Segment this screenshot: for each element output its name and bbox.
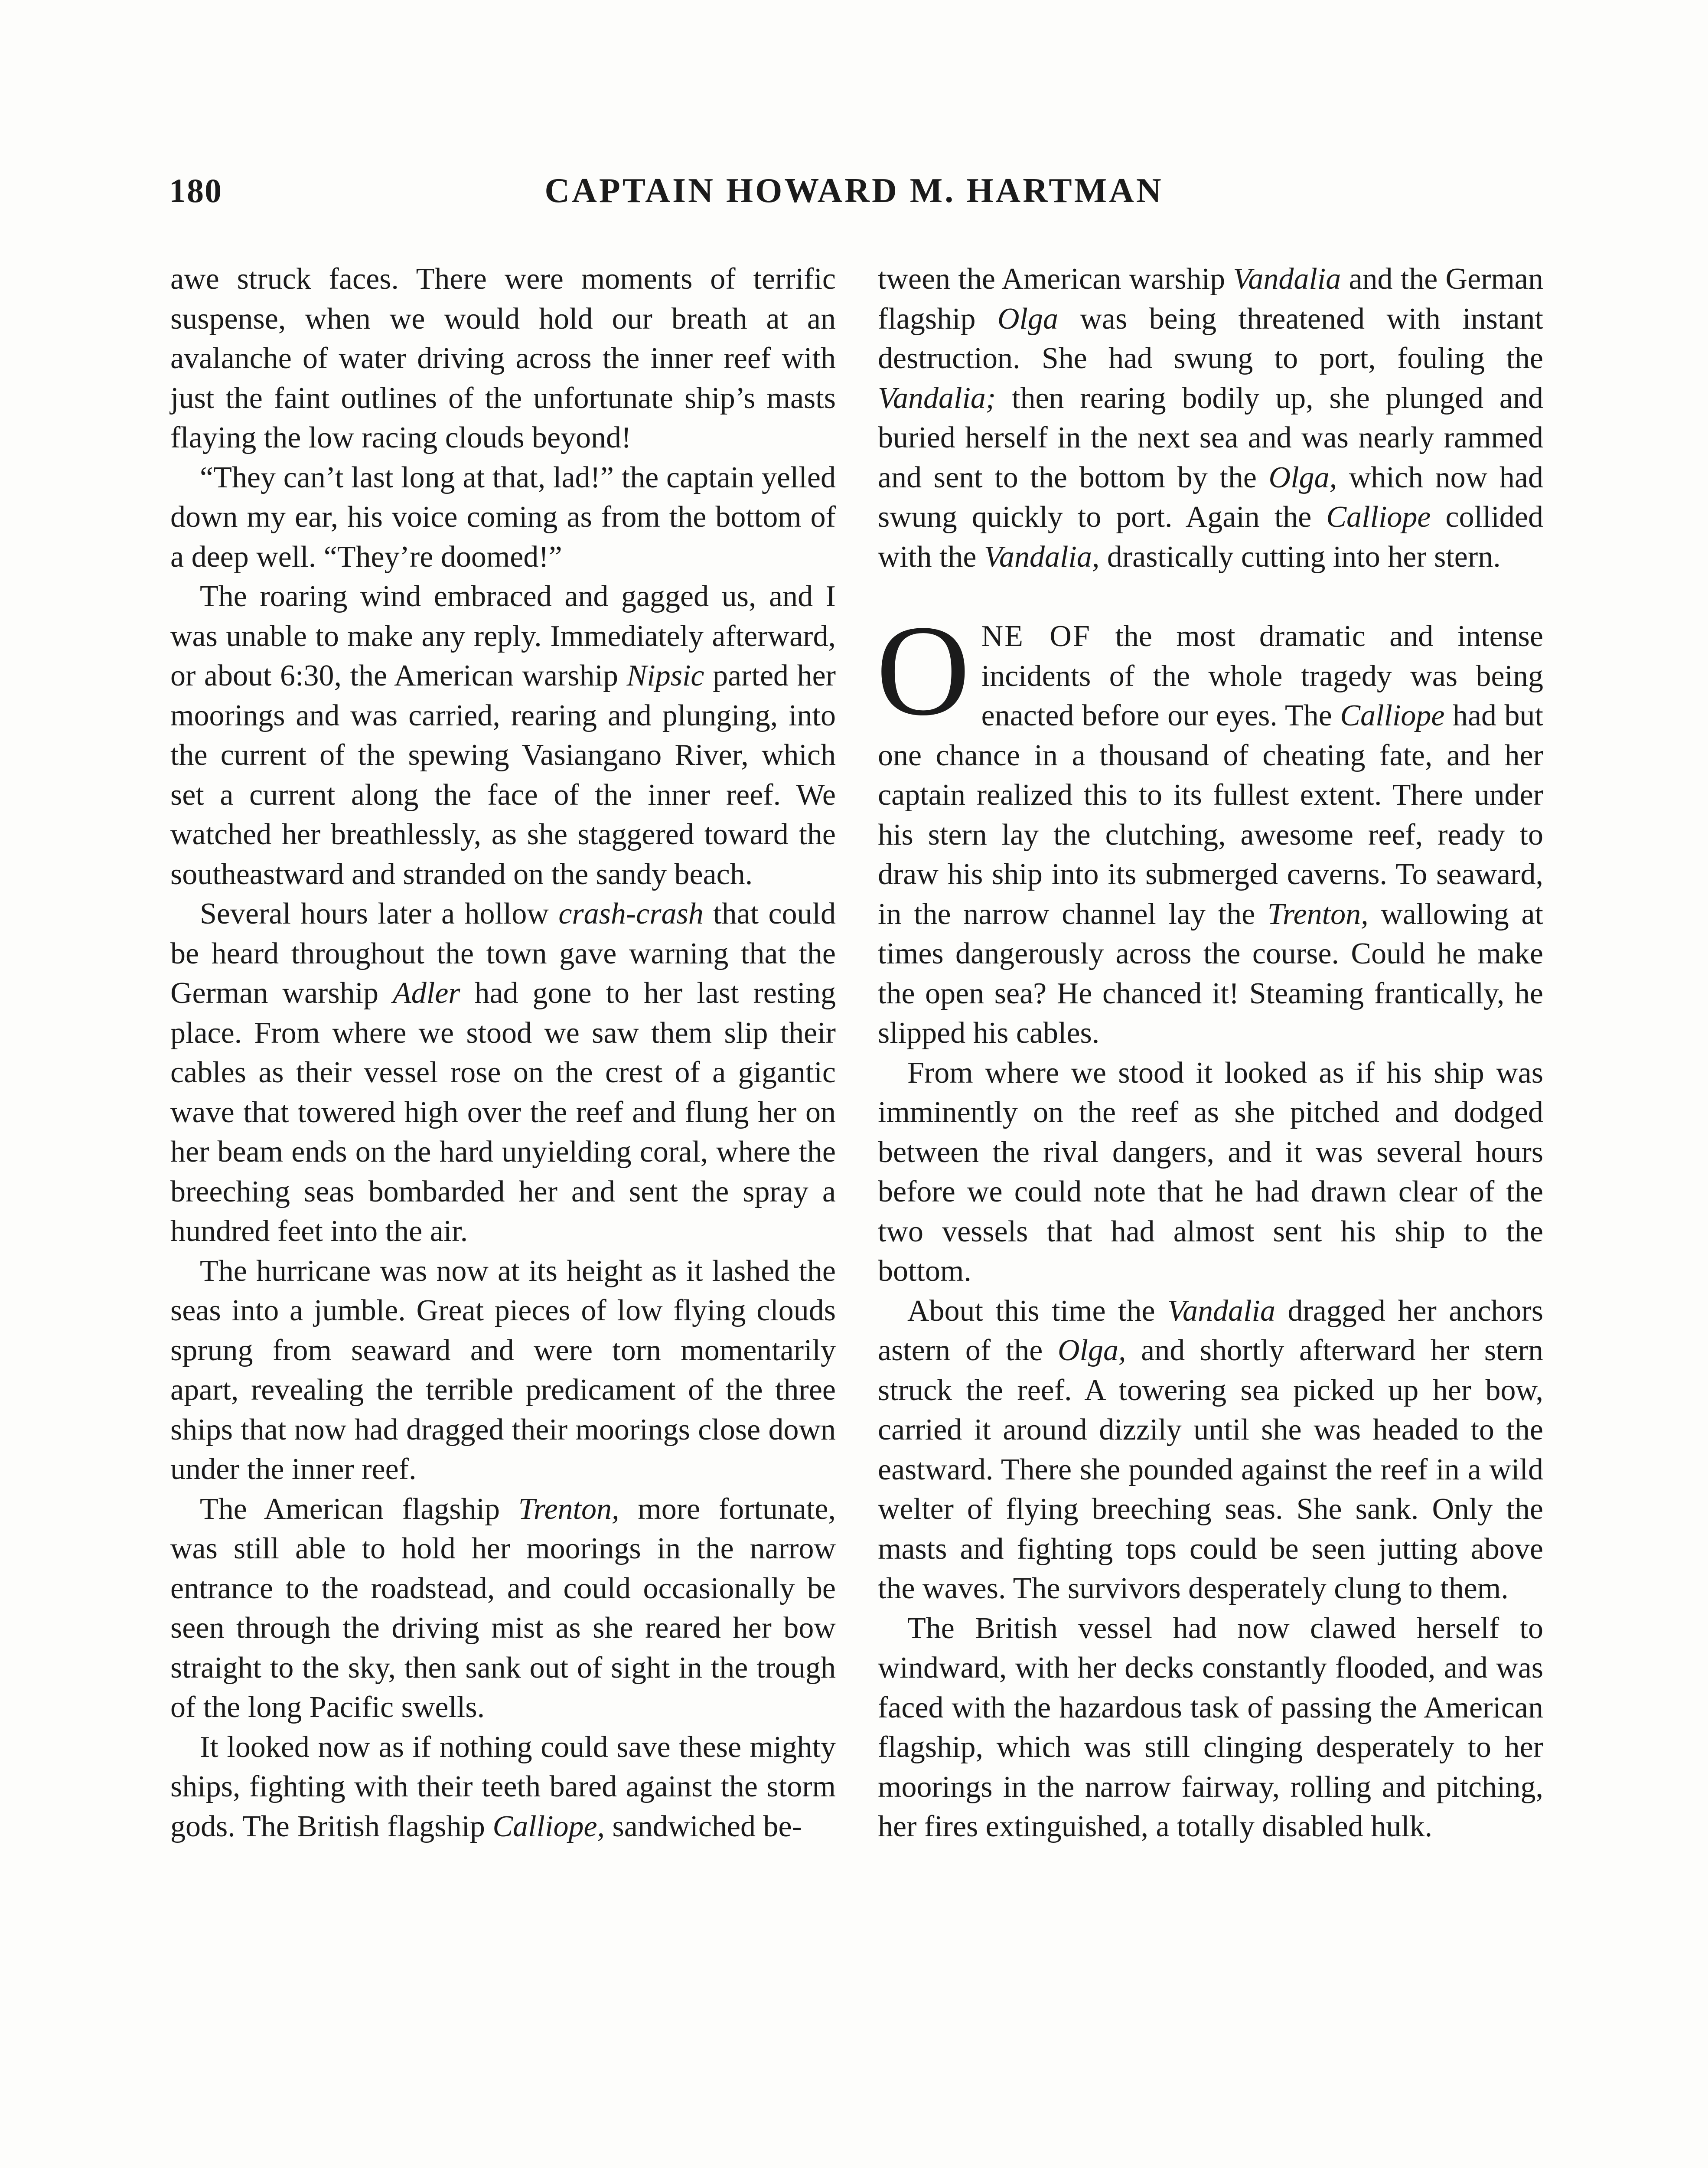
page-number: 180 <box>169 172 222 209</box>
paragraph: tween the American warship Vandalia and the German flagship Olga was being threatened with instant destruction. She had swung to port, fouling the Vandalia; then rearing bodily up, she plunged and buried herself in the next sea and was nearly rammed and sent to the bottom by the Olga, which now had swung quickly to port. Again the Calliope collided with the Vandalia, drastically cutting into her stern. <box>878 262 1543 574</box>
drop-cap: O <box>876 598 970 742</box>
paragraph: awe struck faces. There were moments of terrific suspense, when we would hold our breath at an avalanche of water driving across the inner reef with just the faint outlines of the unfortunate ship’s masts flaying the low racing clouds beyond! <box>170 262 836 454</box>
running-head: CAPTAIN HOWARD M. HARTMAN <box>544 172 1164 210</box>
ship-name: Olga, <box>1268 460 1337 494</box>
page-header <box>169 171 1539 223</box>
ship-name: Olga, <box>1058 1334 1126 1367</box>
paragraph: The British vessel had now clawed herself to windward, with her decks constantly flooded, and was faced with the hazardous task of passing the American flagship, which was still clinging desperately to her moorings in the narrow fairway, rolling and pitching, her fires extinguished, a totally disabled hulk. <box>878 1611 1543 1843</box>
ship-name: Trenton, <box>518 1492 619 1526</box>
ship-name: Nipsic <box>626 659 704 692</box>
ship-name: Calliope <box>1326 500 1431 534</box>
ship-name: Vandalia, <box>984 540 1100 574</box>
paragraph: The roaring wind embraced and gagged us, and I was unable to make any reply. Immediately afterward, or about 6:30, the American warship Nipsic parted her moorings and was carried, rearing and plunging, into the current of the spewing Vasiangano River, which set a current along the face of the inner reef. We watched her breathlessly, as she staggered toward the southeastward and stranded on the sandy beach. <box>170 580 836 891</box>
small-caps-lead: NE OF <box>981 620 1091 653</box>
paragraph: It looked now as if nothing could save these mighty ships, fighting with their teeth bared against the storm gods. The British flagship Calliope, sandwiched be- <box>170 1730 836 1843</box>
paragraph: About this time the Vandalia dragged her anchors astern of the Olga, and shortly afterward her stern struck the reef. A towering sea picked up her bow, carried it around dizzily until she was headed to the eastward. There she pounded against the reef in a wild welter of flying breeching seas. She sank. Only the masts and fighting tops could be seen jutting above the waves. The survivors desperately clung to them. <box>878 1294 1543 1605</box>
ship-name: Trenton, <box>1267 897 1369 931</box>
paragraph: The hurricane was now at its height as it lashed the seas into a jumble. Great pieces of low flying clouds sprung from seaward and were torn momentarily apart, revealing the terrible predicament of the three ships that now had dragged their moorings close down under the inner reef. <box>170 1254 836 1486</box>
section-opening-paragraph: ONE OF the most dramatic and intense incidents of the whole tragedy was being enacted before our eyes. The Calliope had but one chance in a thousand of cheating fate, and her captain realized this to its fullest extent. There under his stern lay the clutching, awesome reef, ready to draw his ship into its submerged caverns. To seaward, in the narrow channel lay the Trenton, wallowing at times dangerously across the course. Could he make the open sea? He chanced it! Steaming frantically, he slipped his cables. <box>876 598 1543 1050</box>
ship-name: Adler <box>393 976 460 1010</box>
left-column <box>170 259 836 1846</box>
ship-name: Calliope <box>1340 699 1445 732</box>
paragraph: Several hours later a hollow crash-crash that could be heard throughout the town gave warning that the German warship Adler had gone to her last resting place. From where we stood we saw them slip their cables as their vessel rose on the crest of a gigantic wave that towered high over the reef and flung her on her beam ends on the hard unyielding coral, where the breeching seas bombarded her and sent the spray a hundred feet into the air. <box>170 897 836 1248</box>
right-column <box>878 259 1543 1847</box>
paragraph: “They can’t last long at that, lad!” the captain yelled down my ear, his voice coming as from the bottom of a deep well. “They’re doomed!” <box>170 460 836 574</box>
ship-name: Vandalia <box>1167 1294 1275 1328</box>
emphasis: crash-crash <box>558 897 704 931</box>
paragraph: The American flagship Trenton, more fortunate, was still able to hold her moorings in the narrow entrance to the roadstead, and could occasionally be seen through the driving mist as she reared her bow straight to the sky, then sank out of sight in the trough of the long Pacific swells. <box>170 1492 836 1724</box>
paragraph: From where we stood it looked as if his ship was imminently on the reef as she pitched and dodged between the rival dangers, and it was several hours before we could note that he had drawn clear of the two vessels that had almost sent his ship to the bottom. <box>878 1056 1543 1288</box>
ship-name: Calliope, <box>492 1809 605 1843</box>
ship-name: Vandalia; <box>878 381 996 415</box>
ship-name: Olga <box>997 302 1058 336</box>
ship-name: Vandalia <box>1233 262 1341 296</box>
